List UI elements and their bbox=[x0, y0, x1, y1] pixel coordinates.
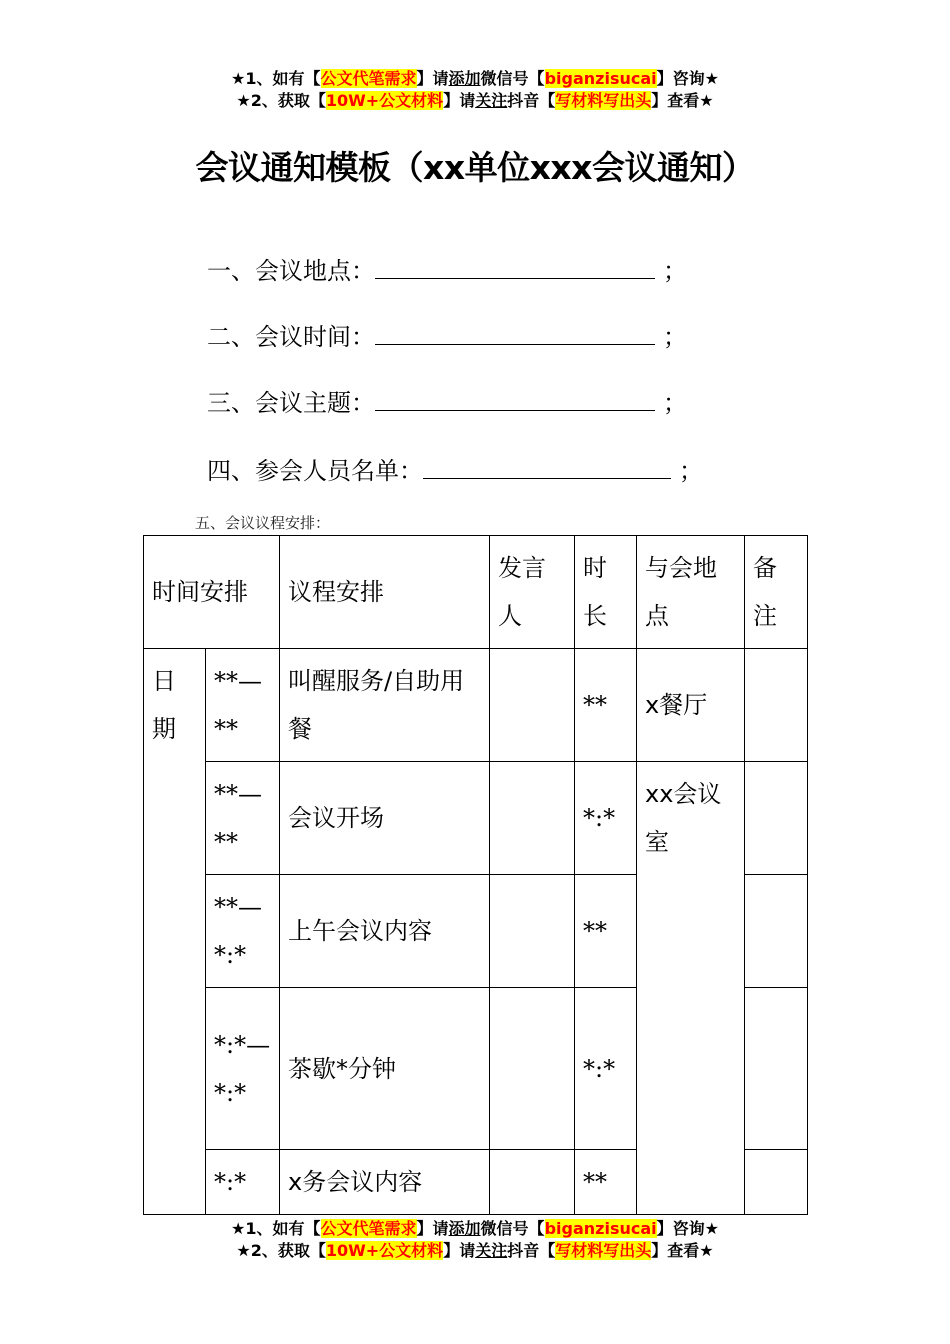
promo-banner-top bbox=[0, 68, 950, 112]
date-cell: 日期 bbox=[144, 649, 206, 1215]
place-cell: x餐厅 bbox=[637, 649, 745, 762]
duration-cell: *:* bbox=[575, 762, 637, 875]
promo-line-2: ★2、获取【10W+公文材料】请关注抖音【写材料写出头】查看★ bbox=[236, 1241, 714, 1260]
agenda-table bbox=[143, 535, 808, 1215]
item-cell: 叫醒服务/自助用餐 bbox=[280, 649, 490, 762]
speaker-cell bbox=[490, 988, 575, 1150]
duration-cell: ** bbox=[575, 649, 637, 762]
duration-cell: ** bbox=[575, 875, 637, 988]
blank-line[interactable] bbox=[375, 252, 655, 279]
promo-line-1: ★1、如有【公文代笔需求】请添加微信号【biganzisucai】咨询★ bbox=[231, 1219, 719, 1238]
item-cell: 茶歇*分钟 bbox=[280, 988, 490, 1150]
field-location: 一、会议地点： ； bbox=[207, 252, 687, 286]
promo-line-1: ★1、如有【公文代笔需求】请添加微信号【biganzisucai】咨询★ bbox=[231, 69, 719, 88]
note-cell bbox=[745, 1150, 808, 1215]
note-cell bbox=[745, 875, 808, 988]
item-cell: 上午会议内容 bbox=[280, 875, 490, 988]
header-time: 时间安排 bbox=[144, 536, 280, 649]
note-cell bbox=[745, 988, 808, 1150]
field-topic: 三、会议主题： ； bbox=[207, 384, 687, 418]
speaker-cell bbox=[490, 875, 575, 988]
time-cell: **—** bbox=[206, 649, 280, 762]
table-header-row bbox=[144, 536, 808, 649]
header-note: 备注 bbox=[745, 536, 808, 649]
speaker-cell bbox=[490, 649, 575, 762]
header-place: 与会地点 bbox=[637, 536, 745, 649]
table-row bbox=[144, 762, 808, 875]
duration-cell: ** bbox=[575, 1150, 637, 1215]
time-cell: **—** bbox=[206, 762, 280, 875]
header-agenda: 议程安排 bbox=[280, 536, 490, 649]
field-time: 二、会议时间： ； bbox=[207, 318, 687, 352]
note-cell bbox=[745, 762, 808, 875]
header-speaker: 发言人 bbox=[490, 536, 575, 649]
time-cell: *:*—*:* bbox=[206, 988, 280, 1150]
place-cell: xx会议室 bbox=[637, 762, 745, 1215]
speaker-cell bbox=[490, 1150, 575, 1215]
blank-line[interactable] bbox=[423, 452, 671, 479]
time-cell: *:* bbox=[206, 1150, 280, 1215]
header-duration: 时长 bbox=[575, 536, 637, 649]
item-cell: 会议开场 bbox=[280, 762, 490, 875]
item-cell: x务会议内容 bbox=[280, 1150, 490, 1215]
document-title: 会议通知模板（xx单位xxx会议通知） bbox=[195, 148, 755, 187]
duration-cell: *:* bbox=[575, 988, 637, 1150]
blank-line[interactable] bbox=[375, 318, 655, 345]
blank-line[interactable] bbox=[375, 384, 655, 411]
speaker-cell bbox=[490, 762, 575, 875]
field-attendees: 四、参会人员名单： ； bbox=[207, 452, 703, 486]
time-cell: **—*:* bbox=[206, 875, 280, 988]
table-row bbox=[144, 649, 808, 762]
note-cell bbox=[745, 649, 808, 762]
agenda-heading: 五、会议议程安排： bbox=[195, 514, 331, 532]
promo-banner-bottom bbox=[0, 1218, 950, 1262]
promo-line-2: ★2、获取【10W+公文材料】请关注抖音【写材料写出头】查看★ bbox=[236, 91, 714, 110]
